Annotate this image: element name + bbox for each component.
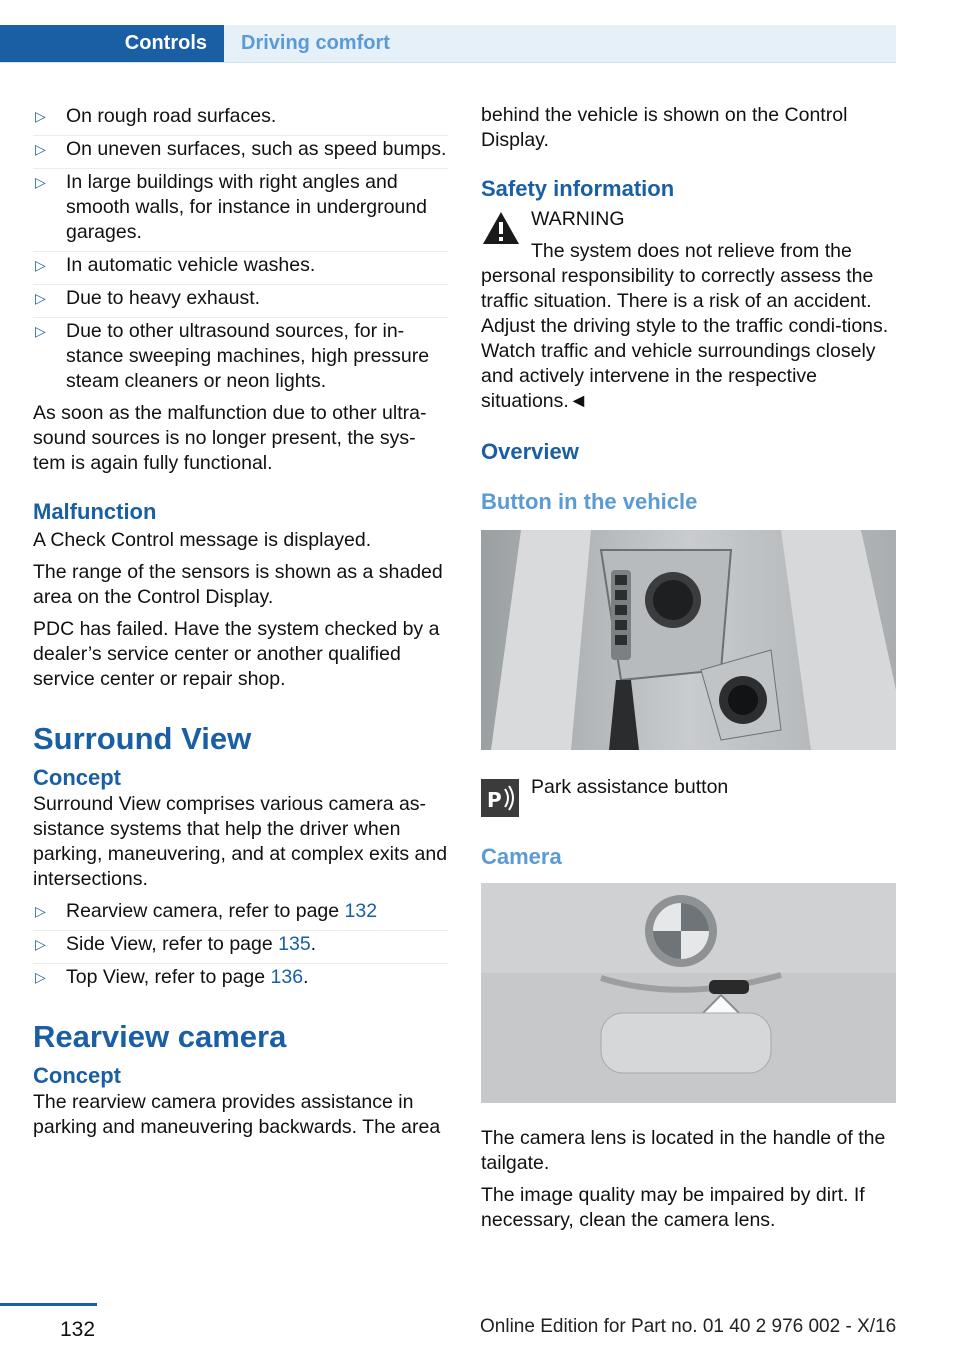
list-item: ▷ Rearview camera, refer to page 132: [33, 899, 448, 931]
park-assistance-button-icon[interactable]: [481, 779, 519, 817]
warning-label: WARNING: [531, 208, 625, 230]
triangle-bullet-icon: ▷: [35, 108, 46, 124]
edition-footer: Online Edition for Part no. 01 40 2 976 002 - X/16: [480, 1316, 897, 1337]
subsection-heading-camera: Camera: [481, 844, 562, 869]
section-heading-concept: Concept: [33, 1063, 121, 1088]
section-heading-malfunction: Malfunction: [33, 499, 157, 524]
list-item: ▷ Side View, refer to page 135.: [33, 932, 448, 964]
warning-text-continued: personal responsibility to correctly assess the traffic situation. There is a risk of an accident. Adjust the driving style to the traffic condi‐tions. Watch traffic and vehicle surroundings closely and actively intervene in the respective situations.◄: [481, 265, 889, 412]
paragraph: The camera lens is located in the handle of the tailgate.: [481, 1127, 886, 1174]
page-number: 132: [60, 1318, 96, 1341]
paragraph: PDC has failed. Have the system checked by a dealer’s service center or another qualified service center or repair shop.: [33, 618, 440, 690]
paragraph: The image quality may be impaired by dirt. If necessary, clean the camera lens.: [481, 1184, 865, 1231]
list-item: ▷ Top View, refer to page 136.: [35, 966, 309, 988]
paragraph: A Check Control message is displayed.: [33, 529, 372, 551]
triangle-bullet-icon: ▷: [35, 936, 46, 952]
tailgate-camera-photo: [481, 883, 896, 1103]
paragraph: The rearview camera provides assistance in parking and maneuvering backwards. The area: [33, 1091, 441, 1138]
triangle-bullet-icon: ▷: [35, 257, 46, 273]
triangle-bullet-icon: ▷: [35, 903, 46, 919]
list-item: ▷ On uneven surfaces, such as speed bumps.: [33, 137, 448, 169]
list-item: ▷ Due to heavy exhaust.: [33, 286, 448, 318]
chapter-heading-rearview-camera: Rearview camera: [33, 1019, 287, 1054]
warning-triangle-icon: [481, 210, 521, 246]
list-item: ▷ In automatic vehicle washes.: [33, 253, 448, 285]
subsection-heading-button: Button in the vehicle: [481, 489, 698, 514]
paragraph: behind the vehicle is shown on the Control Display.: [481, 104, 848, 151]
park-assistance-label: Park assistance button: [531, 776, 729, 798]
list-item: ▷ Due to other ultrasound sources, for in‐stance sweeping machines, high pressure steam cleaners or neon lights.: [35, 320, 430, 392]
park-assistance-row: [481, 775, 896, 817]
triangle-bullet-icon: ▷: [35, 141, 46, 157]
triangle-bullet-icon: ▷: [35, 323, 46, 339]
triangle-bullet-icon: ▷: [35, 290, 46, 306]
section-heading-overview: Overview: [481, 439, 579, 464]
section-heading-concept: Concept: [33, 765, 121, 790]
page-link-132[interactable]: 132: [344, 900, 378, 922]
footer-rule: [0, 1303, 97, 1306]
condition-list: [33, 104, 448, 400]
list-item: ▷ In large buildings with right angles and smooth walls, for instance in underground garages.: [33, 170, 448, 252]
triangle-bullet-icon: ▷: [35, 969, 46, 985]
paragraph: Surround View comprises various camera as‐sistance systems that help the driver when parking, maneuvering, and at complex exits and intersections.: [33, 793, 448, 890]
list-item: ▷ On rough road surfaces.: [33, 104, 448, 136]
paragraph: The range of the sensors is shown as a shaded area on the Control Display.: [33, 561, 443, 608]
right-column: [481, 103, 896, 1240]
warning-text: The system does not relieve from the: [531, 240, 852, 262]
svg-text:P: P: [487, 788, 502, 812]
left-column: [33, 103, 448, 1147]
page-link-135[interactable]: 135: [278, 933, 311, 955]
tab-driving-comfort[interactable]: Driving comfort: [224, 25, 896, 62]
warning-block: [481, 207, 896, 264]
triangle-bullet-icon: ▷: [35, 174, 46, 190]
reference-list: [33, 899, 448, 996]
paragraph: As soon as the malfunction due to other ultra‐sound sources is no longer present, the sys‐tem is again fully functional.: [33, 402, 427, 474]
chapter-heading-surround-view: Surround View: [33, 721, 252, 756]
page-link-136[interactable]: 136: [270, 966, 304, 988]
console-photo: [481, 530, 896, 750]
section-heading-safety: Safety information: [481, 176, 675, 201]
tab-controls[interactable]: Controls: [0, 25, 224, 62]
